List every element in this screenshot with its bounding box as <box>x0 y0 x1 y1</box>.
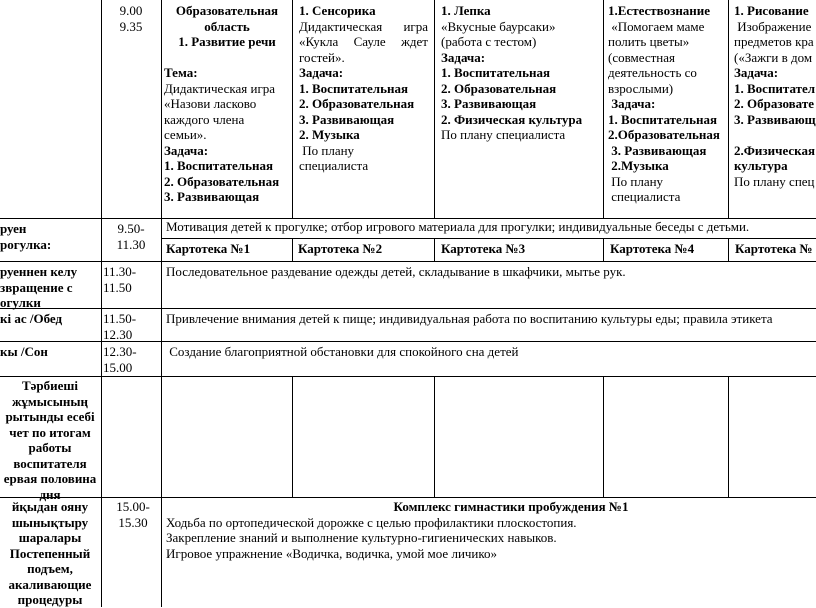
walk-motivation: Мотивация детей к прогулке; отбор игрового материала для прогулки; индивидуальные беседы с детьми. <box>166 219 750 234</box>
row1-area-cell: Образовательная область 1. Развитие речи Тема: Дидактическая игра «Назови ласково каждого члена семьи». Задача: 1. Воспитательная 2. Образовательная 3. Развивающая <box>164 3 280 204</box>
grid-line <box>434 238 435 261</box>
grid-line <box>728 0 729 218</box>
grid-line <box>728 238 729 261</box>
wake-label: йқыдан ояну шынықтыру шаралары Постепенный подъем, акаливающие процедуры <box>8 499 92 607</box>
grid-line <box>603 376 604 497</box>
walk-label: руен рогулка: <box>0 221 52 252</box>
sleep-label: кы /Сон <box>0 344 48 359</box>
grid-line <box>434 376 435 497</box>
tuesday-cell: 1. Лепка «Вкусные баурсаки» (работа с тестом) Задача: 1. Воспитательная 2. Образовательная 3. Развивающая 2. Физическая культура По плану специалиста <box>441 3 583 142</box>
grid-line <box>161 238 816 239</box>
lunch-text: Привлечение внимания детей к пище; индивидуальная работа по воспитанию культуры еды; правила этикета <box>166 311 773 326</box>
wake-time: 15.00- 15.30 <box>116 499 150 530</box>
wake-content: Комплекс гимнастики пробуждения №1 Ходьба по ортопедической дорожке с целью профилактики плоскостопия. Закрепление знаний и выполнение культурно-гигиенических навыков. Игровое упражнение «Водичка, водичка, умой мое личико» <box>166 499 629 561</box>
return-time: 11.30- 11.50 <box>103 264 137 295</box>
walk-card-2: Картотека №2 <box>298 241 383 256</box>
walk-card-1: Картотека №1 <box>166 241 251 256</box>
thursday-cell: 1. Рисование Изображение предметов кра («Зажги в дом Задача: 1. Воспитател 2. Образовате 3. Развивающ 2.Физическая культура По плану спец <box>734 3 816 189</box>
return-text: Последовательное раздевание одежды детей, складывание в шкафчики, мытье рук. <box>166 264 626 279</box>
wednesday-cell: 1.Естествознание «Помогаем маме полить цветы» (совместная деятельность со взрослыми) Задача: 1. Воспитательная 2.Образовательная 3. Развивающая 2.Музыка По плану специалиста <box>608 3 720 204</box>
row1-time: 9.00 9.35 <box>119 3 143 34</box>
grid-line <box>0 497 816 498</box>
lunch-label: кі ас /Обед <box>0 311 63 326</box>
walk-card-4: Картотека №4 <box>610 241 695 256</box>
sleep-time: 12.30- 15.00 <box>103 344 137 375</box>
grid-line <box>0 261 816 262</box>
walk-time: 9.50- 11.30 <box>116 221 146 252</box>
grid-line <box>434 0 435 218</box>
sleep-text: Создание благоприятной обстановки для спокойного сна детей <box>166 344 519 359</box>
grid-line <box>292 238 293 261</box>
walk-card-5: Картотека № <box>735 241 813 256</box>
grid-line <box>292 376 293 497</box>
grid-line <box>292 0 293 218</box>
walk-card-3: Картотека №3 <box>441 241 526 256</box>
grid-line <box>728 376 729 497</box>
grid-line <box>0 376 816 377</box>
grid-line <box>101 0 102 607</box>
return-label: руеннен келу звращение с огулки <box>0 264 78 310</box>
report-label: Тәрбиеші жұмысының рытынды есебі чет по итогам работы воспитателя ервая половина дня <box>3 378 97 502</box>
monday-cell: 1. Сенсорика Дидактическая игра «Кукла Сауле ждет гостей». Задача: 1. Воспитательная 2. Образовательная 3. Развивающая 2. Музыка По плану специалиста <box>299 3 428 173</box>
grid-line <box>603 238 604 261</box>
lunch-time: 11.50- 12.30 <box>103 311 137 342</box>
grid-line <box>603 0 604 218</box>
grid-line <box>0 308 816 309</box>
